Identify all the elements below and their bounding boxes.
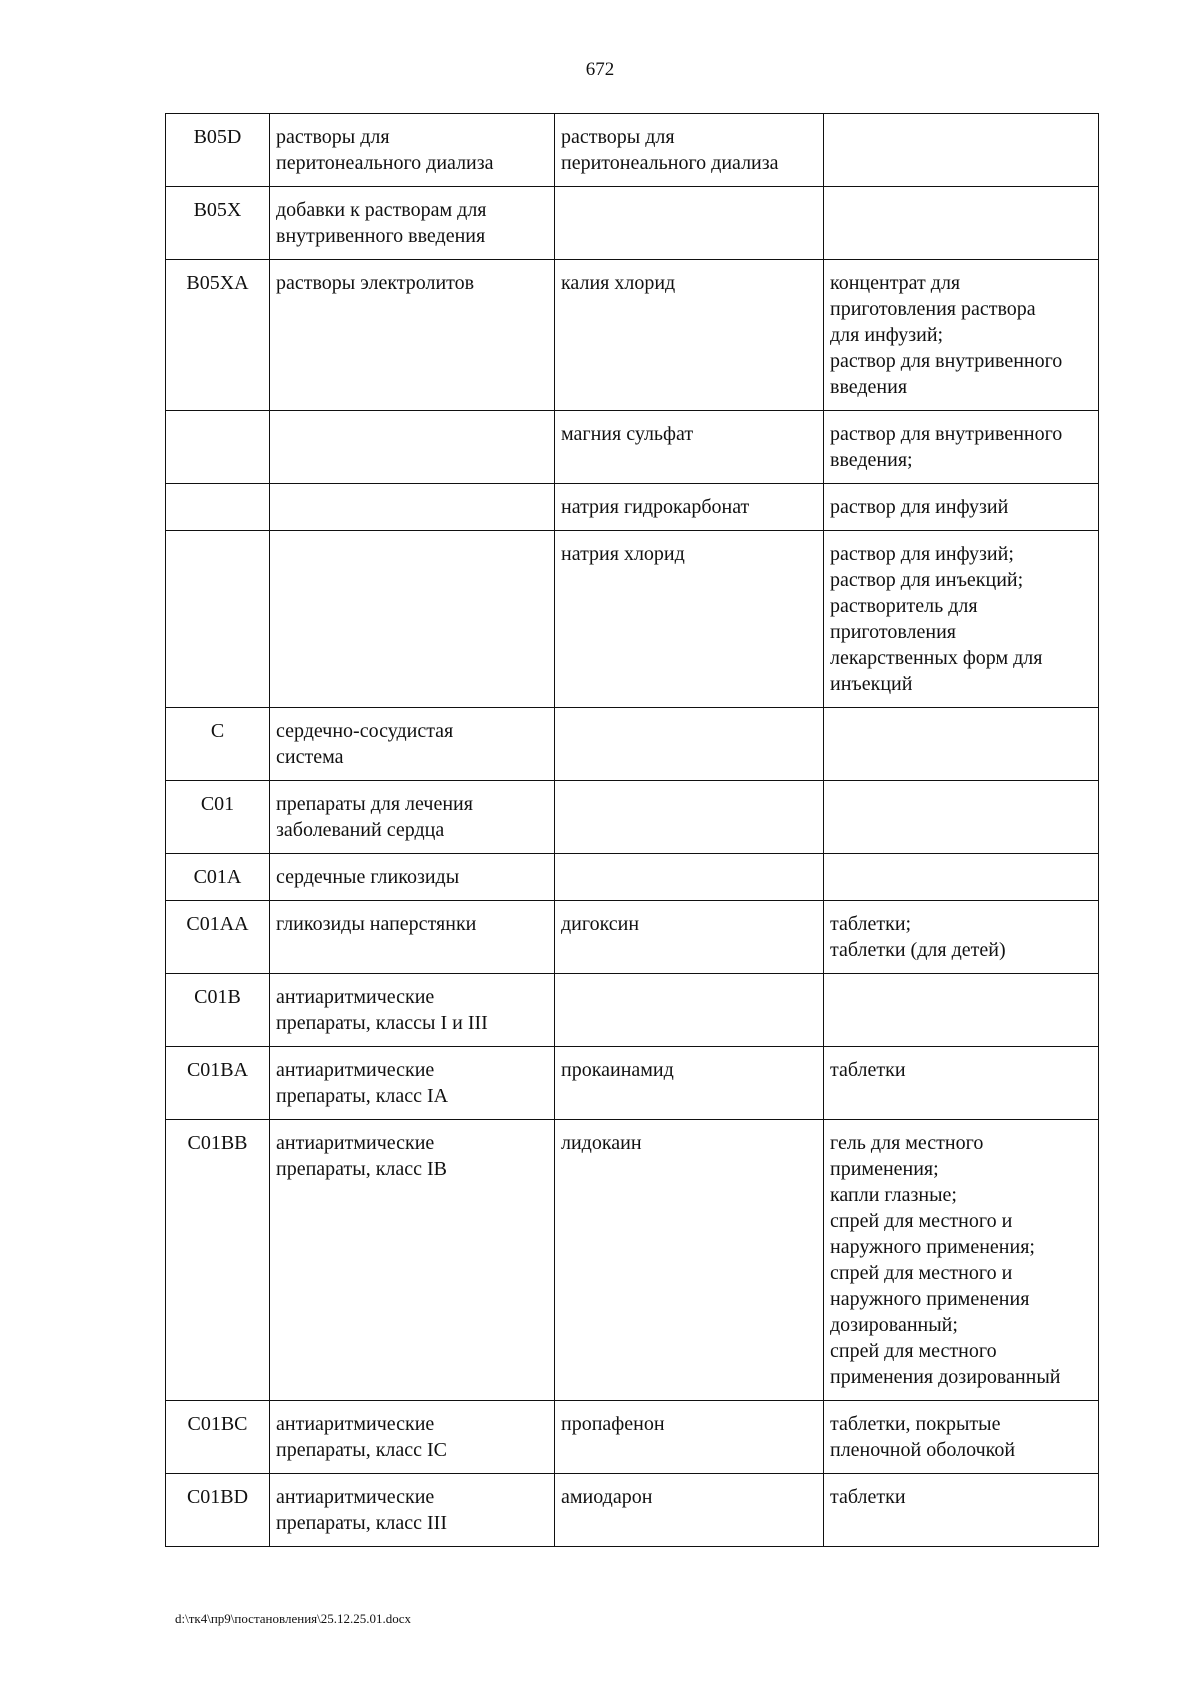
drug-name-cell <box>555 1474 824 1547</box>
page-number: 672 <box>585 59 615 80</box>
atc-code-cell <box>166 1120 270 1401</box>
table-row <box>166 114 1099 187</box>
table-row <box>166 1401 1099 1474</box>
cell-text-line: таблетки (для детей) <box>830 939 1006 961</box>
atc-code-cell <box>166 114 270 187</box>
cell-text-line: спрей для местного и <box>830 1210 1013 1232</box>
atc-code-cell <box>166 260 270 411</box>
cell-text-line: препараты, классы I и III <box>276 1012 488 1034</box>
table-row <box>166 260 1099 411</box>
cell-text-line: раствор для внутривенного <box>830 423 1063 445</box>
cell-text-line: применения; <box>830 1158 939 1180</box>
drug-name-cell <box>555 187 824 260</box>
dosage-form-cell <box>824 260 1099 411</box>
table-row <box>166 411 1099 484</box>
atc-code-cell <box>166 411 270 484</box>
table-row <box>166 187 1099 260</box>
cell-text-line: таблетки, покрытые <box>830 1413 1001 1435</box>
dosage-form-cell <box>824 708 1099 781</box>
anatomical-group-cell <box>270 484 555 531</box>
cell-text-line: растворы для <box>276 126 390 148</box>
cell-text-line: препараты, класс IA <box>276 1085 449 1107</box>
footer-file-path: d:\тк4\пр9\постановления\25.12.25.01.docx <box>175 1611 412 1626</box>
anatomical-group-cell <box>270 1047 555 1120</box>
cell-text-line: амиодарон <box>561 1486 653 1508</box>
cell-text-line: прокаинамид <box>561 1059 674 1081</box>
cell-text-line: сердечно-сосудистая <box>276 720 454 742</box>
cell-text-line: таблетки <box>830 1059 906 1081</box>
table-row <box>166 531 1099 708</box>
cell-text-line: гель для местного <box>830 1132 984 1154</box>
atc-code-cell <box>166 781 270 854</box>
cell-text-line: антиаритмические <box>276 1059 435 1081</box>
cell-text-line: C01BD <box>186 1486 249 1508</box>
drug-name-cell <box>555 901 824 974</box>
anatomical-group-cell <box>270 901 555 974</box>
dosage-form-cell <box>824 187 1099 260</box>
cell-text-line: антиаритмические <box>276 1132 435 1154</box>
table-row <box>166 1047 1099 1120</box>
cell-text-line: гликозиды наперстянки <box>276 913 477 935</box>
table-row <box>166 1474 1099 1547</box>
table-row <box>166 1120 1099 1401</box>
dosage-form-cell <box>824 1474 1099 1547</box>
anatomical-group-cell <box>270 187 555 260</box>
dosage-form-cell <box>824 411 1099 484</box>
atc-code-cell <box>166 708 270 781</box>
cell-text-line: таблетки; <box>830 913 912 935</box>
cell-text-line: препараты, класс III <box>276 1512 448 1534</box>
dosage-form-cell <box>824 114 1099 187</box>
cell-text-line: лидокаин <box>561 1132 642 1154</box>
drug-classification-table <box>165 113 1099 1547</box>
cell-text-line: препараты, класс IC <box>276 1439 448 1461</box>
atc-code-cell <box>166 1474 270 1547</box>
cell-text-line: растворы электролитов <box>276 272 475 294</box>
atc-code-cell <box>166 854 270 901</box>
drug-name-cell <box>555 114 824 187</box>
table-body <box>166 114 1099 1547</box>
table-row <box>166 901 1099 974</box>
cell-text-line: раствор для инфузий <box>830 496 1009 518</box>
cell-text-line: C01A <box>193 866 242 888</box>
cell-text-line: приготовления <box>830 621 956 643</box>
anatomical-group-cell <box>270 411 555 484</box>
table-row <box>166 974 1099 1047</box>
cell-text-line: введения; <box>830 449 913 471</box>
dosage-form-cell <box>824 781 1099 854</box>
cell-text-line: сердечные гликозиды <box>276 866 460 888</box>
anatomical-group-cell <box>270 260 555 411</box>
anatomical-group-cell <box>270 1120 555 1401</box>
cell-text-line: B05D <box>193 126 242 148</box>
drug-name-cell <box>555 854 824 901</box>
cell-text-line: калия хлорид <box>561 272 676 294</box>
drug-name-cell <box>555 411 824 484</box>
cell-text-line: спрей для местного и <box>830 1262 1013 1284</box>
cell-text-line: препараты для лечения <box>276 793 473 815</box>
cell-text-line: C01B <box>194 986 241 1008</box>
dosage-form-cell <box>824 1120 1099 1401</box>
drug-name-cell <box>555 260 824 411</box>
cell-text-line: антиаритмические <box>276 1486 435 1508</box>
cell-text-line: раствор для инъекций; <box>830 569 1024 591</box>
cell-text-line: растворитель для <box>830 595 978 617</box>
anatomical-group-cell <box>270 708 555 781</box>
atc-code-cell <box>166 187 270 260</box>
cell-text-line: система <box>276 746 344 768</box>
cell-text-line: антиаритмические <box>276 1413 435 1435</box>
cell-text-line: наружного применения <box>830 1288 1030 1310</box>
cell-text-line: пленочной оболочкой <box>830 1439 1016 1461</box>
cell-text-line: приготовления раствора <box>830 298 1036 320</box>
anatomical-group-cell <box>270 1474 555 1547</box>
anatomical-group-cell <box>270 854 555 901</box>
cell-text-line: магния сульфат <box>561 423 694 445</box>
cell-text-line: для инфузий; <box>830 324 944 346</box>
dosage-form-cell <box>824 484 1099 531</box>
cell-text-line: пропафенон <box>561 1413 665 1435</box>
cell-text-line: спрей для местного <box>830 1340 997 1362</box>
anatomical-group-cell <box>270 781 555 854</box>
cell-text-line: добавки к растворам для <box>276 199 487 221</box>
cell-text-line: внутривенного введения <box>276 225 486 247</box>
atc-code-cell <box>166 1401 270 1474</box>
anatomical-group-cell <box>270 974 555 1047</box>
cell-text-line: B05XA <box>186 272 249 294</box>
cell-text-line: введения <box>830 376 908 398</box>
cell-text-line: концентрат для <box>830 272 961 294</box>
dosage-form-cell <box>824 854 1099 901</box>
cell-text-line: C01BB <box>187 1132 248 1154</box>
drug-name-cell <box>555 1120 824 1401</box>
anatomical-group-cell <box>270 114 555 187</box>
anatomical-group-cell <box>270 531 555 708</box>
atc-code-cell <box>166 901 270 974</box>
drug-name-cell <box>555 484 824 531</box>
cell-text-line: инъекций <box>830 673 913 695</box>
drug-name-cell <box>555 781 824 854</box>
atc-code-cell <box>166 1047 270 1120</box>
cell-text-line: перитонеального диализа <box>561 152 779 174</box>
cell-text-line: капли глазные; <box>830 1184 957 1206</box>
cell-text-line: таблетки <box>830 1486 906 1508</box>
drug-name-cell <box>555 1401 824 1474</box>
atc-code-cell <box>166 531 270 708</box>
table-row <box>166 854 1099 901</box>
cell-text-line: C01BA <box>186 1059 249 1081</box>
cell-text-line: заболеваний сердца <box>276 819 445 841</box>
dosage-form-cell <box>824 1401 1099 1474</box>
dosage-form-cell <box>824 901 1099 974</box>
cell-text-line: C01BC <box>187 1413 248 1435</box>
cell-text-line: растворы для <box>561 126 675 148</box>
table-row <box>166 484 1099 531</box>
atc-code-cell <box>166 974 270 1047</box>
dosage-form-cell <box>824 531 1099 708</box>
table-row <box>166 781 1099 854</box>
cell-text-line: наружного применения; <box>830 1236 1035 1258</box>
atc-code-cell <box>166 484 270 531</box>
cell-text-line: антиаритмические <box>276 986 435 1008</box>
drug-name-cell <box>555 974 824 1047</box>
cell-text-line: натрия хлорид <box>561 543 685 565</box>
cell-text-line: C01 <box>200 793 235 815</box>
cell-text-line: дозированный; <box>830 1314 958 1336</box>
cell-text-line: дигоксин <box>561 913 640 935</box>
cell-text-line: лекарственных форм для <box>830 647 1043 669</box>
drug-name-cell <box>555 1047 824 1120</box>
cell-text-line: применения дозированный <box>830 1366 1061 1388</box>
dosage-form-cell <box>824 974 1099 1047</box>
cell-text-line: раствор для инфузий; <box>830 543 1014 565</box>
cell-text-line: препараты, класс IB <box>276 1158 448 1180</box>
anatomical-group-cell <box>270 1401 555 1474</box>
drug-name-cell <box>555 708 824 781</box>
cell-text-line: перитонеального диализа <box>276 152 494 174</box>
cell-text-line: B05X <box>193 199 242 221</box>
dosage-form-cell <box>824 1047 1099 1120</box>
cell-text-line: натрия гидрокарбонат <box>561 496 750 518</box>
cell-text-line: C01AA <box>186 913 249 935</box>
drug-name-cell <box>555 531 824 708</box>
cell-text-line: раствор для внутривенного <box>830 350 1063 372</box>
table-row <box>166 708 1099 781</box>
cell-text-line: C <box>210 720 225 742</box>
